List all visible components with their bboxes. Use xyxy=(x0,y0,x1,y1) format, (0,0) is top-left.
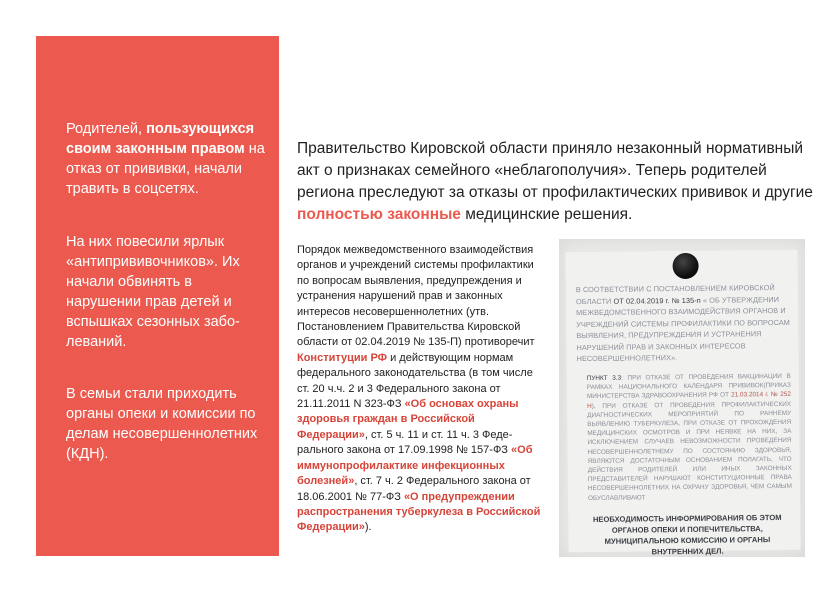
notice-p1-b: ОТ 02.04.2019 г. № 135-п xyxy=(613,295,701,306)
notice-p2-b: : ПРИ ОТКАЗЕ ОТ ПРОВЕДЕНИЯ ВАКЦИНАЦИИ В РАМКАХ НАЦИОНАЛЬНОГО КАЛЕНДАРЯ ПРИВИВОК(ПРИКАЗ МИНИСТЕРСТВА ЗДРАВООХРАНЕНИЯ РФ ОТ xyxy=(586,372,791,401)
sidebar-block1-bold: пользующихся своим законным правом xyxy=(66,121,255,157)
notice-p2-a: ПУНКТ 3.3 xyxy=(586,374,622,383)
notice-paragraph-2 xyxy=(587,372,792,503)
sidebar-text-block-3: В семьи стали приходить органы опеки и комиссии по делам несовершеннолетних (КДН). xyxy=(66,386,258,462)
lead-part1: Правительство Кировской области приняло незаконный нормативный акт о признаках семейного «неблагополучия». Теперь родителей региона преследуют за отказы от профилактических прививок и другие xyxy=(297,140,813,201)
notice-p2-c: 21.03.2014 г. № 252 Н xyxy=(587,391,791,410)
sidebar-block1-prefix: Родителей, xyxy=(66,121,147,137)
sidebar-block1-suffix: на отказ от прививки, начали травить в соцсетях. xyxy=(66,141,265,197)
lead-part2: медицинские решения. xyxy=(460,206,633,223)
body-paragraph xyxy=(297,243,545,536)
lead-paragraph xyxy=(297,138,817,226)
notice-p1-c: « ОБ УТВЕРЖДЕНИИ МЕЖВЕДОМСТВЕННОГО ВЗАИМОДЕЙСТВИЯ ОРГАНОВ И УЧРЕЖДЕНИЙ СИСТЕМЫ ПРОФИЛАКТИКИ ПО ВОПРОСАМ ВЫЯВЛЕНИЯ, ПРЕДУПРЕЖДЕНИЯ И УСТРАНЕНИЯ НАРУШЕНИЙ ПРАВ И ЗАКОННЫХ ИНТЕРЕСОВ НЕСОВЕРШЕННОЛЕТНИХ». xyxy=(576,294,791,364)
law-reference-constitution: Конституции РФ xyxy=(297,351,388,364)
body-text-5: ). xyxy=(364,521,372,534)
sidebar-text-block-2: На них повесили ярлык «антипрививочников». Их начали обвинять в нарушении прав детей и вспышках сезонных заболеваний. xyxy=(66,234,240,350)
law-reference-health: «Об основах охраны здоровья граждан в Российской Федерации» xyxy=(297,398,519,441)
notice-paragraph-1 xyxy=(576,282,791,365)
notice-p2-d: ), ПРИ ОТКАЗЕ ОТ ПРОВЕДЕНИЯ ПРОФИЛАКТИЧЕСКИХ ДИАГНОСТИЧЕСКИХ МЕРОПРИЯТИЙ ПО РАННЕМУ ВЫЯВЛЕНИЮ ТУБЕРКУЛЕЗА, ПРИ ОТКАЗЕ ОТ ПРОХОЖДЕНИЯ МЕДИЦИНСКИХ ОСМОТРОВ И ПРИ НЕЯВКЕ НА НИХ, ЗА ИСКЛЮЧЕНИЕМ СЛУЧАЕВ НЕВОЗМОЖНОСТИ ПРОВЕДЕНИЯ НЕСОВЕРШЕННОЛЕТНЕМУ ПО СОСТОЯНИЮ ЗДОРОВЬЯ, ЯВЛЯЮТСЯ ДОСТАТОЧНЫМ ОСНОВАНИЕМ ПОЛАГАТЬ, ЧТО ДЕЙСТВИЯ РОДИТЕЛЕЙ ИЛИ ИНЫХ ЗАКОННЫХ ПРЕДСТАВИТЕЛЕЙ НАРУШАЮТ КОНСТИТУЦИОННЫЕ ПРАВА НЕСОВЕРШЕННОЛЕТНИХ НА ОХРАНУ ЗДОРОВЬЯ, ЧЕМ САМЫМ ОБУСЛАВЛИВАЮТ xyxy=(587,400,792,502)
body-text-2: и действующим нормам федерального законодательства (в том числе ст. 20 ч.ч. 2 и 3 Федерального закона от 21.11.2011 N 323-ФЗ xyxy=(297,351,533,411)
lead-highlight: полностью законные xyxy=(297,206,461,223)
body-text-3: , ст. 5 ч. 11 и ст. 11 ч. 3 Федерального закона от 17.09.1998 № 157-ФЗ xyxy=(297,428,513,457)
magnet-icon xyxy=(672,253,698,279)
red-sidebar-panel xyxy=(36,36,279,556)
notice-paragraph-3: НЕОБХОДИМОСТЬ ИНФОРМИРОВАНИЯ ОБ ЭТОМ ОРГАНОВ ОПЕКИ И ПОПЕЧИТЕЛЬСТВА, МУНИЦИПАЛЬНОЮ КОМИССИЮ И ОРГАНЫ ВНУТРЕННИХ ДЕЛ. xyxy=(592,512,782,557)
law-reference-immunization: «Об иммунопрофилактике инфекционных болезней» xyxy=(297,444,533,488)
body-text-1: Порядок межведомственного взаимодействия органов и учреждений системы профилактики по вопросам выявления, предупреждения и устранения нарушений прав и законных интересов несовершеннолетних (утв. Постановлением Правительства Кировской области от 02.04.2019 № 135-П) противоречит xyxy=(297,244,535,349)
notice-photo xyxy=(559,239,805,557)
notice-paper xyxy=(565,250,800,557)
law-reference-tuberculosis: «О предупреждении распространения туберкулеза в Российской Федерации» xyxy=(297,490,541,534)
body-text-4: , ст. 7 ч. 2 Федерального закона от 18.06.2001 № 77-ФЗ xyxy=(297,475,531,503)
sidebar-text-block-1 xyxy=(66,119,271,199)
notice-p1-a: В СООТВЕТСТВИИ С ПОСТАНОВЛЕНИЕМ КИРОВСКОЙ ОБЛАСТИ xyxy=(575,283,775,306)
